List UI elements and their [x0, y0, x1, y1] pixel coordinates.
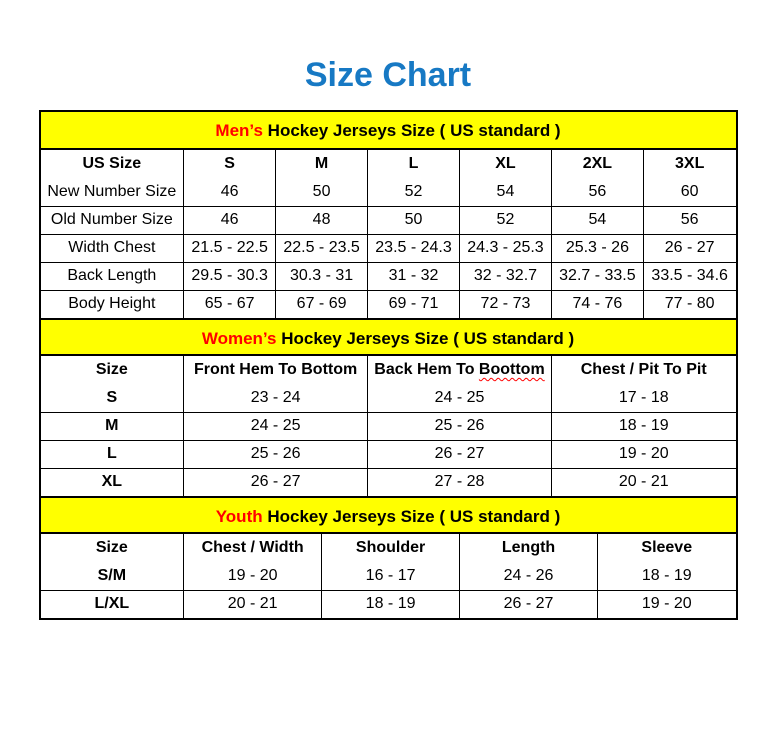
cell-value: 26 - 27: [184, 468, 368, 496]
table-row: [41, 590, 736, 618]
cell-value: 52: [459, 206, 551, 234]
column-header: Chest / Width: [184, 534, 322, 562]
cell-value: 24 - 26: [460, 562, 598, 590]
column-header: M: [276, 150, 368, 178]
table-row: [41, 262, 736, 290]
cell-value: 48: [276, 206, 368, 234]
table-row: [41, 468, 736, 496]
cell-value: 21.5 - 22.5: [184, 234, 276, 262]
cell-value: 20 - 21: [551, 468, 735, 496]
column-header: Sleeve: [598, 534, 736, 562]
cell-value: 56: [643, 206, 735, 234]
row-label: L/XL: [41, 590, 184, 618]
cell-value: 67 - 69: [276, 290, 368, 318]
womens-banner-text: Hockey Jerseys Size ( US standard ): [276, 329, 575, 348]
cell-value: 25 - 26: [184, 440, 368, 468]
cell-value: 24 - 25: [368, 384, 552, 412]
table-row: [41, 412, 736, 440]
youth-header-row: [41, 534, 736, 562]
mens-banner: [41, 112, 736, 150]
cell-value: 26 - 27: [460, 590, 598, 618]
mens-section: [41, 112, 736, 318]
size-chart: [39, 110, 738, 620]
table-row: [41, 290, 736, 318]
youth-section: [41, 496, 736, 618]
womens-header-row: [41, 356, 736, 384]
cell-value: 25.3 - 26: [551, 234, 643, 262]
cell-value: 60: [643, 178, 735, 206]
youth-banner-highlight: Youth: [215, 507, 263, 526]
womens-size-table: [41, 356, 736, 496]
cell-value: 27 - 28: [368, 468, 552, 496]
youth-size-table: [41, 534, 736, 618]
column-header: US Size: [41, 150, 184, 178]
youth-banner-text: Hockey Jerseys Size ( US standard ): [262, 507, 561, 526]
size-chart-page: [0, 56, 776, 748]
cell-value: 24 - 25: [184, 412, 368, 440]
row-label: S/M: [41, 562, 184, 590]
table-row: [41, 562, 736, 590]
column-header: Chest / Pit To Pit: [551, 356, 735, 384]
cell-value: 19 - 20: [598, 590, 736, 618]
cell-value: 56: [551, 178, 643, 206]
cell-value: 20 - 21: [184, 590, 322, 618]
column-header: Front Hem To Bottom: [184, 356, 368, 384]
column-header: 3XL: [643, 150, 735, 178]
table-row: [41, 440, 736, 468]
table-row: [41, 206, 736, 234]
womens-section: [41, 318, 736, 496]
page-title: Size Chart: [304, 56, 472, 94]
mens-size-table: [41, 150, 736, 318]
row-label: Body Height: [41, 290, 184, 318]
mens-header-row: [41, 150, 736, 178]
cell-value: 32 - 32.7: [459, 262, 551, 290]
cell-value: 54: [551, 206, 643, 234]
misspelled-word: Boottom: [478, 361, 545, 378]
mens-banner-highlight: Men’s: [215, 121, 263, 140]
cell-value: 23.5 - 24.3: [368, 234, 460, 262]
row-label: Back Length: [41, 262, 184, 290]
column-header: Size: [41, 356, 184, 384]
column-header: L: [368, 150, 460, 178]
cell-value: 69 - 71: [368, 290, 460, 318]
cell-value: 46: [184, 206, 276, 234]
column-header-text: Back Hem To: [374, 361, 479, 378]
cell-value: 29.5 - 30.3: [184, 262, 276, 290]
column-header: 2XL: [551, 150, 643, 178]
cell-value: 32.7 - 33.5: [551, 262, 643, 290]
cell-value: 50: [368, 206, 460, 234]
table-row: [41, 384, 736, 412]
cell-value: 23 - 24: [184, 384, 368, 412]
womens-banner-highlight: Women’s: [201, 329, 277, 348]
cell-value: 31 - 32: [368, 262, 460, 290]
cell-value: 24.3 - 25.3: [459, 234, 551, 262]
cell-value: 77 - 80: [643, 290, 735, 318]
mens-banner-text: Hockey Jerseys Size ( US standard ): [262, 121, 561, 140]
cell-value: 26 - 27: [368, 440, 552, 468]
cell-value: 26 - 27: [643, 234, 735, 262]
table-row: [41, 234, 736, 262]
cell-value: 46: [184, 178, 276, 206]
column-header: XL: [459, 150, 551, 178]
cell-value: 19 - 20: [184, 562, 322, 590]
cell-value: 18 - 19: [598, 562, 736, 590]
column-header: [368, 356, 552, 384]
cell-value: 18 - 19: [322, 590, 460, 618]
row-label: XL: [41, 468, 184, 496]
column-header: Length: [460, 534, 598, 562]
row-label: L: [41, 440, 184, 468]
cell-value: 17 - 18: [551, 384, 735, 412]
row-label: Width Chest: [41, 234, 184, 262]
cell-value: 33.5 - 34.6: [643, 262, 735, 290]
cell-value: 72 - 73: [459, 290, 551, 318]
column-header: S: [184, 150, 276, 178]
cell-value: 65 - 67: [184, 290, 276, 318]
column-header: Size: [41, 534, 184, 562]
row-label: New Number Size: [41, 178, 184, 206]
cell-value: 16 - 17: [322, 562, 460, 590]
row-label: M: [41, 412, 184, 440]
cell-value: 54: [459, 178, 551, 206]
cell-value: 18 - 19: [551, 412, 735, 440]
cell-value: 25 - 26: [368, 412, 552, 440]
cell-value: 22.5 - 23.5: [276, 234, 368, 262]
cell-value: 52: [368, 178, 460, 206]
youth-banner: [41, 496, 736, 534]
row-label: S: [41, 384, 184, 412]
cell-value: 50: [276, 178, 368, 206]
column-header: Shoulder: [322, 534, 460, 562]
table-row: [41, 178, 736, 206]
row-label: Old Number Size: [41, 206, 184, 234]
womens-banner: [41, 318, 736, 356]
cell-value: 74 - 76: [551, 290, 643, 318]
cell-value: 19 - 20: [551, 440, 735, 468]
cell-value: 30.3 - 31: [276, 262, 368, 290]
